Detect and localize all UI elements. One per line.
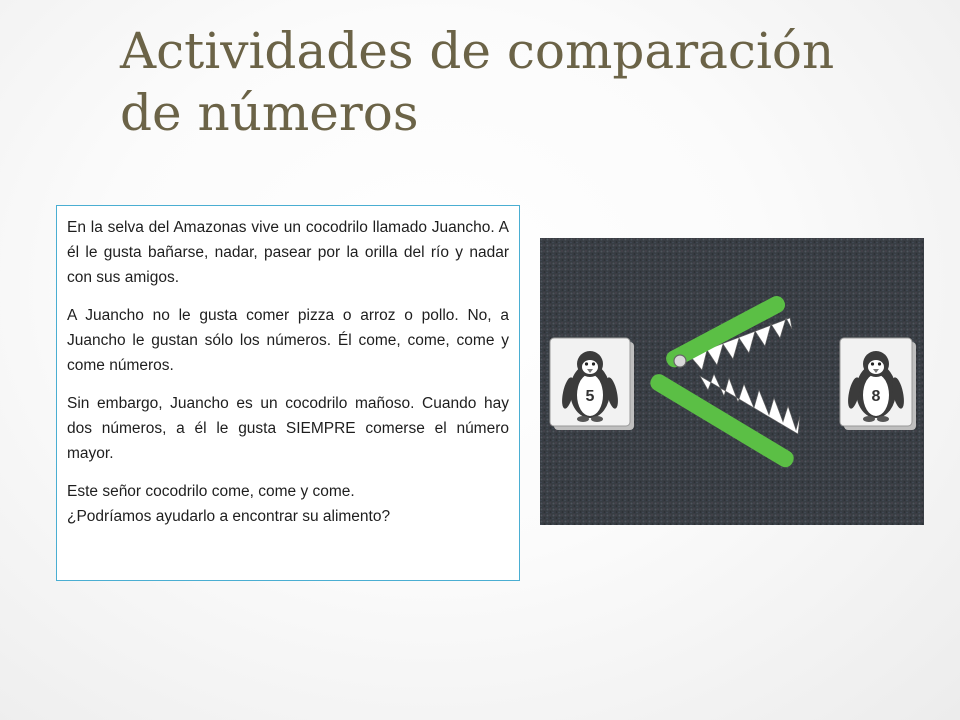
- penguin-card-left: [550, 338, 634, 430]
- story-paragraph-4: [67, 479, 509, 529]
- story-paragraph-2: A Juancho no le gusta comer pizza o arroz o pollo. No, a Juancho le gustan sólo los números. Él come, come, come y come números.: [67, 307, 509, 374]
- card-number-right: 8: [871, 388, 881, 405]
- story-paragraph-1: En la selva del Amazonas vive un cocodrilo llamado Juancho. A él le gusta bañarse, nadar, pasear por la orilla del río y nadar con sus amigos.: [67, 219, 509, 286]
- title-line-2: de números: [120, 84, 419, 142]
- crocodile-comparison-photo: [540, 238, 924, 525]
- story-paragraph-3: Sin embargo, Juancho es un cocodrilo mañoso. Cuando hay dos números, a él le gusta SIEMPRE comerse el número mayor.: [67, 395, 509, 462]
- slide-title: [120, 20, 920, 144]
- story-closing-question: ¿Podríamos ayudarlo a encontrar su alimento?: [67, 508, 391, 525]
- card-number-left: 5: [585, 388, 595, 405]
- story-closing-line-1: Este señor cocodrilo come, come y come.: [67, 483, 355, 500]
- title-line-1: Actividades de comparación: [120, 22, 835, 80]
- story-text-box: [56, 205, 520, 581]
- penguin-card-right: [840, 338, 916, 430]
- jaw-hinge: [674, 355, 686, 367]
